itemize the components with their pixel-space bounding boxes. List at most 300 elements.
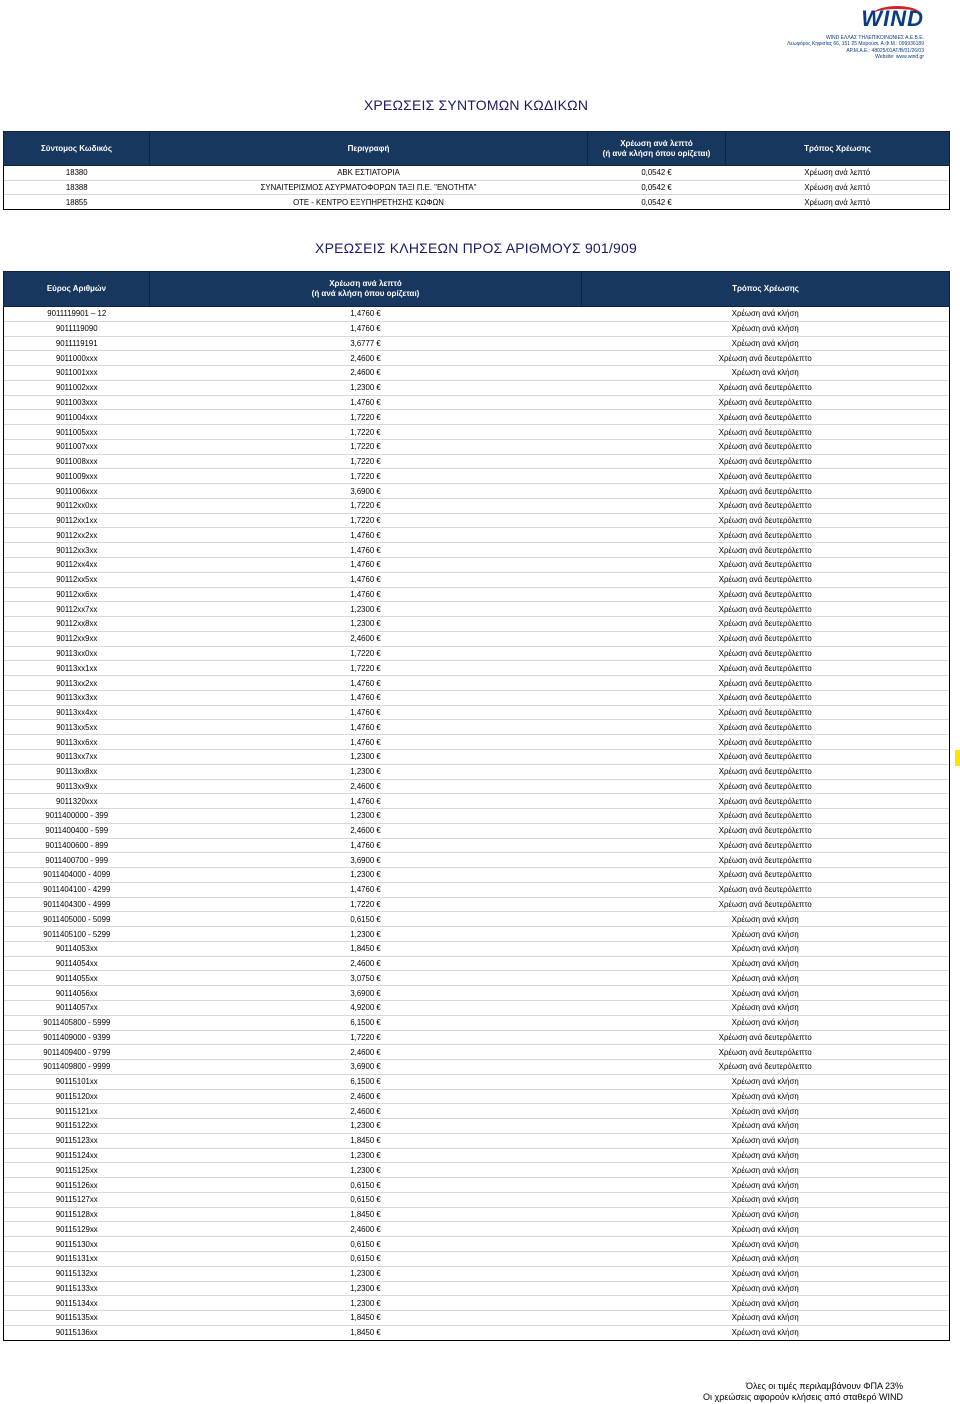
charge-cell: 2,4600 € xyxy=(150,631,582,646)
method-cell: Χρέωση ανά δευτερόλεπτο xyxy=(582,897,950,912)
range-cell: 9011003xxx xyxy=(4,395,150,410)
header-range: Εύρος Αριθμών xyxy=(4,272,150,307)
range-cell: 90112xx0xx xyxy=(4,498,150,513)
method-cell: Χρέωση ανά δευτερόλεπτο xyxy=(582,676,950,691)
range-cell: 90113xx0xx xyxy=(4,646,150,661)
method-cell: Χρέωση ανά κλήση xyxy=(582,986,950,1001)
table-row xyxy=(4,484,950,499)
method-cell: Χρέωση ανά δευτερόλεπτο xyxy=(582,558,950,573)
table-row xyxy=(4,749,950,764)
method-cell: Χρέωση ανά λεπτό xyxy=(726,180,950,195)
range-cell: 9011002xxx xyxy=(4,380,150,395)
method-cell: Χρέωση ανά κλήση xyxy=(582,1237,950,1252)
method-cell: Χρέωση ανά κλήση xyxy=(582,927,950,942)
range-cell: 90115135xx xyxy=(4,1311,150,1326)
range-cell: 9011404000 - 4099 xyxy=(4,868,150,883)
table-row xyxy=(4,513,950,528)
table-row xyxy=(4,1281,950,1296)
range-cell: 90112xx4xx xyxy=(4,558,150,573)
range-cell: 90114053xx xyxy=(4,941,150,956)
charge-cell: 3,0750 € xyxy=(150,971,582,986)
method-cell: Χρέωση ανά δευτερόλεπτο xyxy=(582,469,950,484)
charge-cell: 1,7220 € xyxy=(150,454,582,469)
range-cell: 90115120xx xyxy=(4,1089,150,1104)
table-row xyxy=(4,1163,950,1178)
method-cell: Χρέωση ανά δευτερόλεπτο xyxy=(582,720,950,735)
table-row xyxy=(4,321,950,336)
table-row xyxy=(4,1015,950,1030)
method-cell: Χρέωση ανά δευτερόλεπτο xyxy=(582,779,950,794)
header-charge-line1: Χρέωση ανά λεπτό xyxy=(620,138,693,148)
method-cell: Χρέωση ανά λεπτό xyxy=(726,195,950,210)
table-row xyxy=(4,351,950,366)
header-charge-line1: Χρέωση ανά λεπτό xyxy=(329,279,402,288)
table-row xyxy=(4,838,950,853)
ranges-header-row xyxy=(4,272,950,307)
charge-cell: 2,4600 € xyxy=(150,779,582,794)
charge-cell: 6,1500 € xyxy=(150,1074,582,1089)
method-cell: Χρέωση ανά δευτερόλεπτο xyxy=(582,395,950,410)
range-cell: 90113xx9xx xyxy=(4,779,150,794)
charge-cell: 0,6150 € xyxy=(150,1192,582,1207)
edge-marker xyxy=(955,750,960,766)
header-charge-line2: (ή ανά κλήση όπου ορίζεται) xyxy=(602,148,711,158)
short-code-cell: 18855 xyxy=(4,195,150,210)
header-charge xyxy=(588,132,726,166)
method-cell: Χρέωση ανά κλήση xyxy=(582,1074,950,1089)
range-cell: 90115130xx xyxy=(4,1237,150,1252)
method-cell: Χρέωση ανά δευτερόλεπτο xyxy=(582,1045,950,1060)
charge-cell: 1,2300 € xyxy=(150,927,582,942)
table-row xyxy=(4,764,950,779)
table-row xyxy=(4,735,950,750)
company-logo xyxy=(784,6,924,61)
method-cell: Χρέωση ανά δευτερόλεπτο xyxy=(582,868,950,883)
charge-cell: 6,1500 € xyxy=(150,1015,582,1030)
range-cell: 90112xx3xx xyxy=(4,543,150,558)
charge-cell: 3,6777 € xyxy=(150,336,582,351)
method-cell: Χρέωση ανά δευτερόλεπτο xyxy=(582,1030,950,1045)
table-row xyxy=(4,779,950,794)
range-cell: 9011004xxx xyxy=(4,410,150,425)
range-cell: 90115122xx xyxy=(4,1119,150,1134)
method-cell: Χρέωση ανά δευτερόλεπτο xyxy=(582,380,950,395)
logo-wordmark: WIND xyxy=(861,6,924,31)
method-cell: Χρέωση ανά δευτερόλεπτο xyxy=(582,735,950,750)
table-row xyxy=(4,602,950,617)
charge-cell: 1,4760 € xyxy=(150,307,582,322)
header-method: Τρόπος Χρέωσης xyxy=(726,132,950,166)
table-row xyxy=(4,868,950,883)
table-row xyxy=(4,853,950,868)
method-cell: Χρέωση ανά δευτερόλεπτο xyxy=(582,631,950,646)
address-line: ΑΡ.Μ.Α.Ε.: 48025/01ΑΤ/Β/01/26/03 xyxy=(846,47,924,54)
description-cell: ΟΤΕ - ΚΕΝΤΡΟ ΕΞΥΠΗΡΕΤΗΣΗΣ ΚΩΦΩΝ xyxy=(150,195,588,210)
charge-cell: 1,7220 € xyxy=(150,439,582,454)
range-cell: 9011405100 - 5299 xyxy=(4,927,150,942)
vat-note: Όλες οι τιμές περιλαμβάνουν ΦΠΑ 23% xyxy=(745,1381,903,1391)
short-codes-title: ΧΡΕΩΣΕΙΣ ΣΥΝΤΟΜΩΝ ΚΩΔΙΚΩΝ xyxy=(363,97,589,113)
table-row xyxy=(4,1192,950,1207)
charge-cell: 1,2300 € xyxy=(150,764,582,779)
range-cell: 90115101xx xyxy=(4,1074,150,1089)
table-row xyxy=(4,1325,950,1340)
charge-cell: 2,4600 € xyxy=(150,351,582,366)
charge-cell: 1,4760 € xyxy=(150,794,582,809)
table-row xyxy=(4,956,950,971)
table-row xyxy=(4,366,950,381)
method-cell: Χρέωση ανά κλήση xyxy=(582,941,950,956)
charge-cell: 0,6150 € xyxy=(150,1178,582,1193)
method-cell: Χρέωση ανά δευτερόλεπτο xyxy=(582,425,950,440)
range-cell: 9011009xxx xyxy=(4,469,150,484)
table-row xyxy=(4,1207,950,1222)
table-row xyxy=(4,1045,950,1060)
table-row xyxy=(4,882,950,897)
range-cell: 90113xx4xx xyxy=(4,705,150,720)
range-cell: 90115127xx xyxy=(4,1192,150,1207)
table-row xyxy=(4,927,950,942)
table-row xyxy=(4,1266,950,1281)
method-cell: Χρέωση ανά κλήση xyxy=(582,1000,950,1015)
table-row xyxy=(4,166,950,181)
range-cell: 9011008xxx xyxy=(4,454,150,469)
charge-cell: 0,6150 € xyxy=(150,912,582,927)
range-cell: 90115129xx xyxy=(4,1222,150,1237)
charge-cell: 1,4760 € xyxy=(150,558,582,573)
charge-cell: 1,4760 € xyxy=(150,395,582,410)
range-cell: 90115123xx xyxy=(4,1133,150,1148)
charge-cell: 1,7220 € xyxy=(150,513,582,528)
address-line: Λεωφόρος Κηφισίας 66, 151 25 Μαρούσι, Α.Φ.Μ.: 099936189 xyxy=(787,41,924,48)
method-cell: Χρέωση ανά κλήση xyxy=(582,971,950,986)
table-row xyxy=(4,1148,950,1163)
short-code-cell: 18380 xyxy=(4,166,150,181)
table-row xyxy=(4,1074,950,1089)
method-cell: Χρέωση ανά δευτερόλεπτο xyxy=(582,410,950,425)
address-line: WIND ΕΛΛΑΣ ΤΗΛΕΠΙΚΟΙΝΩΝΙΕΣ Α.Ε.Β.Ε. xyxy=(825,35,924,41)
table-row xyxy=(4,1104,950,1119)
charge-cell: 2,4600 € xyxy=(150,366,582,381)
method-cell: Χρέωση ανά κλήση xyxy=(582,1311,950,1326)
charge-cell: 1,2300 € xyxy=(150,602,582,617)
header-description: Περιγραφή xyxy=(150,132,588,166)
company-address xyxy=(784,35,924,61)
range-cell: 90115134xx xyxy=(4,1296,150,1311)
charge-cell: 1,4760 € xyxy=(150,543,582,558)
wind-logo-mark xyxy=(784,6,924,32)
table-row xyxy=(4,1237,950,1252)
table-row xyxy=(4,307,950,322)
method-cell: Χρέωση ανά δευτερόλεπτο xyxy=(582,498,950,513)
table-row xyxy=(4,1222,950,1237)
table-row xyxy=(4,1252,950,1267)
method-cell: Χρέωση ανά κλήση xyxy=(582,1178,950,1193)
range-cell: 90112xx9xx xyxy=(4,631,150,646)
table-row xyxy=(4,498,950,513)
charge-cell: 1,7220 € xyxy=(150,498,582,513)
charge-cell: 1,7220 € xyxy=(150,661,582,676)
charge-cell: 1,4760 € xyxy=(150,587,582,602)
charge-cell: 0,0542 € xyxy=(588,195,726,210)
range-cell: 9011409400 - 9799 xyxy=(4,1045,150,1060)
header-method: Τρόπος Χρέωσης xyxy=(582,272,950,307)
method-cell: Χρέωση ανά κλήση xyxy=(582,1192,950,1207)
table-row xyxy=(4,439,950,454)
charge-cell: 3,6900 € xyxy=(150,484,582,499)
table-row xyxy=(4,646,950,661)
table-row xyxy=(4,425,950,440)
range-cell: 90113xx2xx xyxy=(4,676,150,691)
table-row xyxy=(4,1133,950,1148)
charge-cell: 2,4600 € xyxy=(150,1045,582,1060)
range-cell: 9011409000 - 9399 xyxy=(4,1030,150,1045)
table-row xyxy=(4,587,950,602)
table-row xyxy=(4,1000,950,1015)
charge-cell: 1,4760 € xyxy=(150,528,582,543)
range-cell: 9011405800 - 5999 xyxy=(4,1015,150,1030)
charge-cell: 1,8450 € xyxy=(150,1133,582,1148)
range-cell: 90115131xx xyxy=(4,1252,150,1267)
charge-cell: 1,4760 € xyxy=(150,882,582,897)
method-cell: Χρέωση ανά δευτερόλεπτο xyxy=(582,661,950,676)
method-cell: Χρέωση ανά κλήση xyxy=(582,1119,950,1134)
method-cell: Χρέωση ανά δευτερόλεπτο xyxy=(582,439,950,454)
charge-cell: 1,2300 € xyxy=(150,1281,582,1296)
range-cell: 90113xx7xx xyxy=(4,749,150,764)
charge-cell: 1,4760 € xyxy=(150,735,582,750)
charge-cell: 2,4600 € xyxy=(150,823,582,838)
method-cell: Χρέωση ανά δευτερόλεπτο xyxy=(582,882,950,897)
charge-cell: 2,4600 € xyxy=(150,1222,582,1237)
charge-cell: 2,4600 € xyxy=(150,956,582,971)
table-row xyxy=(4,528,950,543)
range-cell: 9011400700 - 999 xyxy=(4,853,150,868)
ranges-table xyxy=(3,271,950,1341)
method-cell: Χρέωση ανά κλήση xyxy=(582,336,950,351)
range-cell: 90112xx5xx xyxy=(4,572,150,587)
range-cell: 90113xx1xx xyxy=(4,661,150,676)
charge-cell: 1,4760 € xyxy=(150,676,582,691)
charge-cell: 0,6150 € xyxy=(150,1252,582,1267)
method-cell: Χρέωση ανά δευτερόλεπτο xyxy=(582,838,950,853)
method-cell: Χρέωση ανά κλήση xyxy=(582,307,950,322)
method-cell: Χρέωση ανά δευτερόλεπτο xyxy=(582,1060,950,1075)
charge-cell: 1,4760 € xyxy=(150,321,582,336)
method-cell: Χρέωση ανά κλήση xyxy=(582,1015,950,1030)
method-cell: Χρέωση ανά κλήση xyxy=(582,1296,950,1311)
method-cell: Χρέωση ανά δευτερόλεπτο xyxy=(582,690,950,705)
table-row xyxy=(4,823,950,838)
range-cell: 90115125xx xyxy=(4,1163,150,1178)
range-cell: 9011400400 - 599 xyxy=(4,823,150,838)
method-cell: Χρέωση ανά δευτερόλεπτο xyxy=(582,602,950,617)
table-row xyxy=(4,395,950,410)
table-row xyxy=(4,676,950,691)
table-row xyxy=(4,1296,950,1311)
method-cell: Χρέωση ανά κλήση xyxy=(582,1252,950,1267)
method-cell: Χρέωση ανά δευτερόλεπτο xyxy=(582,454,950,469)
table-row xyxy=(4,195,950,210)
table-row xyxy=(4,986,950,1001)
range-cell: 9011320xxx xyxy=(4,794,150,809)
range-cell: 90115121xx xyxy=(4,1104,150,1119)
method-cell: Χρέωση ανά κλήση xyxy=(582,366,950,381)
method-cell: Χρέωση ανά κλήση xyxy=(582,1133,950,1148)
charge-cell: 1,2300 € xyxy=(150,617,582,632)
range-cell: 9011400600 - 899 xyxy=(4,838,150,853)
method-cell: Χρέωση ανά δευτερόλεπτο xyxy=(582,823,950,838)
header-charge-line2: (ή ανά κλήση όπου ορίζεται) xyxy=(311,289,420,298)
footer-notes xyxy=(703,1381,903,1403)
charge-cell: 1,8450 € xyxy=(150,941,582,956)
table-row xyxy=(4,912,950,927)
range-cell: 9011119090 xyxy=(4,321,150,336)
charge-cell: 1,2300 € xyxy=(150,1296,582,1311)
charge-cell: 1,7220 € xyxy=(150,1030,582,1045)
range-cell: 9011404100 - 4299 xyxy=(4,882,150,897)
charge-cell: 1,7220 € xyxy=(150,469,582,484)
table-row xyxy=(4,690,950,705)
method-cell: Χρέωση ανά κλήση xyxy=(582,1104,950,1119)
charge-cell: 1,8450 € xyxy=(150,1325,582,1340)
range-cell: 90114057xx xyxy=(4,1000,150,1015)
table-row xyxy=(4,1178,950,1193)
method-cell: Χρέωση ανά δευτερόλεπτο xyxy=(582,528,950,543)
table-row xyxy=(4,794,950,809)
table-row xyxy=(4,1119,950,1134)
range-cell: 90112xx8xx xyxy=(4,617,150,632)
table-row xyxy=(4,1311,950,1326)
range-cell: 90113xx3xx xyxy=(4,690,150,705)
method-cell: Χρέωση ανά δευτερόλεπτο xyxy=(582,809,950,824)
header-code: Σύντομος Κωδικός xyxy=(4,132,150,166)
table-row xyxy=(4,469,950,484)
range-cell: 90113xx6xx xyxy=(4,735,150,750)
charge-cell: 3,6900 € xyxy=(150,853,582,868)
method-cell: Χρέωση ανά κλήση xyxy=(582,1281,950,1296)
range-cell: 90115136xx xyxy=(4,1325,150,1340)
range-cell: 90113xx5xx xyxy=(4,720,150,735)
charge-cell: 1,2300 € xyxy=(150,749,582,764)
ranges-title: ΧΡΕΩΣΕΙΣ ΚΛΗΣΕΩΝ ΠΡΟΣ ΑΡΙΘΜΟΥΣ 901/909 xyxy=(315,240,637,256)
charge-cell: 1,4760 € xyxy=(150,838,582,853)
charge-cell: 3,6900 € xyxy=(150,986,582,1001)
table-row xyxy=(4,661,950,676)
range-cell: 90112xx1xx xyxy=(4,513,150,528)
range-cell: 9011400000 - 399 xyxy=(4,809,150,824)
method-cell: Χρέωση ανά δευτερόλεπτο xyxy=(582,749,950,764)
table-row xyxy=(4,1030,950,1045)
range-cell: 90112xx6xx xyxy=(4,587,150,602)
charge-cell: 0,0542 € xyxy=(588,180,726,195)
logo-swoosh-icon xyxy=(874,6,920,21)
address-line: Website: www.wind.gr xyxy=(875,54,924,61)
method-cell: Χρέωση ανά δευτερόλεπτο xyxy=(582,513,950,528)
method-cell: Χρέωση ανά δευτερόλεπτο xyxy=(582,543,950,558)
table-row xyxy=(4,336,950,351)
charge-cell: 1,8450 € xyxy=(150,1207,582,1222)
table-row xyxy=(4,543,950,558)
table-row xyxy=(4,1089,950,1104)
table-row xyxy=(4,572,950,587)
charge-cell: 1,8450 € xyxy=(150,1311,582,1326)
method-cell: Χρέωση ανά δευτερόλεπτο xyxy=(582,705,950,720)
method-cell: Χρέωση ανά κλήση xyxy=(582,1089,950,1104)
range-cell: 90114054xx xyxy=(4,956,150,971)
method-cell: Χρέωση ανά δευτερόλεπτο xyxy=(582,587,950,602)
range-cell: 9011119191 xyxy=(4,336,150,351)
short-codes-table xyxy=(3,131,950,210)
charge-cell: 1,7220 € xyxy=(150,425,582,440)
charge-cell: 1,7220 € xyxy=(150,410,582,425)
charge-cell: 4,9200 € xyxy=(150,1000,582,1015)
method-cell: Χρέωση ανά δευτερόλεπτο xyxy=(582,351,950,366)
range-cell: 9011119901 – 12 xyxy=(4,307,150,322)
charge-cell: 1,7220 € xyxy=(150,646,582,661)
method-cell: Χρέωση ανά κλήση xyxy=(582,912,950,927)
table-row xyxy=(4,558,950,573)
method-cell: Χρέωση ανά κλήση xyxy=(582,1148,950,1163)
range-cell: 90115124xx xyxy=(4,1148,150,1163)
range-cell: 90115132xx xyxy=(4,1266,150,1281)
charge-cell: 0,0542 € xyxy=(588,166,726,181)
method-cell: Χρέωση ανά κλήση xyxy=(582,321,950,336)
description-cell: ΣΥΝΑΙΤΕΡΙΣΜΟΣ ΑΣΥΡΜΑΤΟΦΟΡΩΝ ΤΑΞΙ Π.Ε. "ΕΝΟΤΗΤΑ" xyxy=(150,180,588,195)
charge-cell: 1,2300 € xyxy=(150,868,582,883)
table-row xyxy=(4,720,950,735)
range-cell: 9011409800 - 9999 xyxy=(4,1060,150,1075)
range-cell: 9011006xxx xyxy=(4,484,150,499)
method-cell: Χρέωση ανά κλήση xyxy=(582,1325,950,1340)
charge-cell: 1,4760 € xyxy=(150,690,582,705)
method-cell: Χρέωση ανά κλήση xyxy=(582,1222,950,1237)
short-codes-header-row xyxy=(4,132,950,166)
landline-note: Οι χρεώσεις αφορούν κλήσεις από σταθερό WIND xyxy=(702,1392,903,1402)
method-cell: Χρέωση ανά κλήση xyxy=(582,1266,950,1281)
range-cell: 9011005xxx xyxy=(4,425,150,440)
method-cell: Χρέωση ανά κλήση xyxy=(582,956,950,971)
table-row xyxy=(4,705,950,720)
range-cell: 90115128xx xyxy=(4,1207,150,1222)
method-cell: Χρέωση ανά δευτερόλεπτο xyxy=(582,617,950,632)
table-row xyxy=(4,410,950,425)
method-cell: Χρέωση ανά λεπτό xyxy=(726,166,950,181)
range-cell: 90114056xx xyxy=(4,986,150,1001)
short-code-cell: 18388 xyxy=(4,180,150,195)
range-cell: 90112xx2xx xyxy=(4,528,150,543)
description-cell: ΑΒΚ ΕΣΤΙΑΤΟΡΙΑ xyxy=(150,166,588,181)
charge-cell: 1,2300 € xyxy=(150,380,582,395)
table-row xyxy=(4,454,950,469)
method-cell: Χρέωση ανά δευτερόλεπτο xyxy=(582,572,950,587)
range-cell: 90115126xx xyxy=(4,1178,150,1193)
charge-cell: 2,4600 € xyxy=(150,1089,582,1104)
range-cell: 9011405000 - 5099 xyxy=(4,912,150,927)
table-row xyxy=(4,380,950,395)
charge-cell: 0,6150 € xyxy=(150,1237,582,1252)
range-cell: 90112xx7xx xyxy=(4,602,150,617)
table-row xyxy=(4,809,950,824)
charge-cell: 1,4760 € xyxy=(150,572,582,587)
range-cell: 9011001xxx xyxy=(4,366,150,381)
charge-cell: 1,2300 € xyxy=(150,1163,582,1178)
charge-cell: 1,2300 € xyxy=(150,1148,582,1163)
range-cell: 9011000xxx xyxy=(4,351,150,366)
table-row xyxy=(4,631,950,646)
charge-cell: 2,4600 € xyxy=(150,1104,582,1119)
range-cell: 9011404300 - 4999 xyxy=(4,897,150,912)
